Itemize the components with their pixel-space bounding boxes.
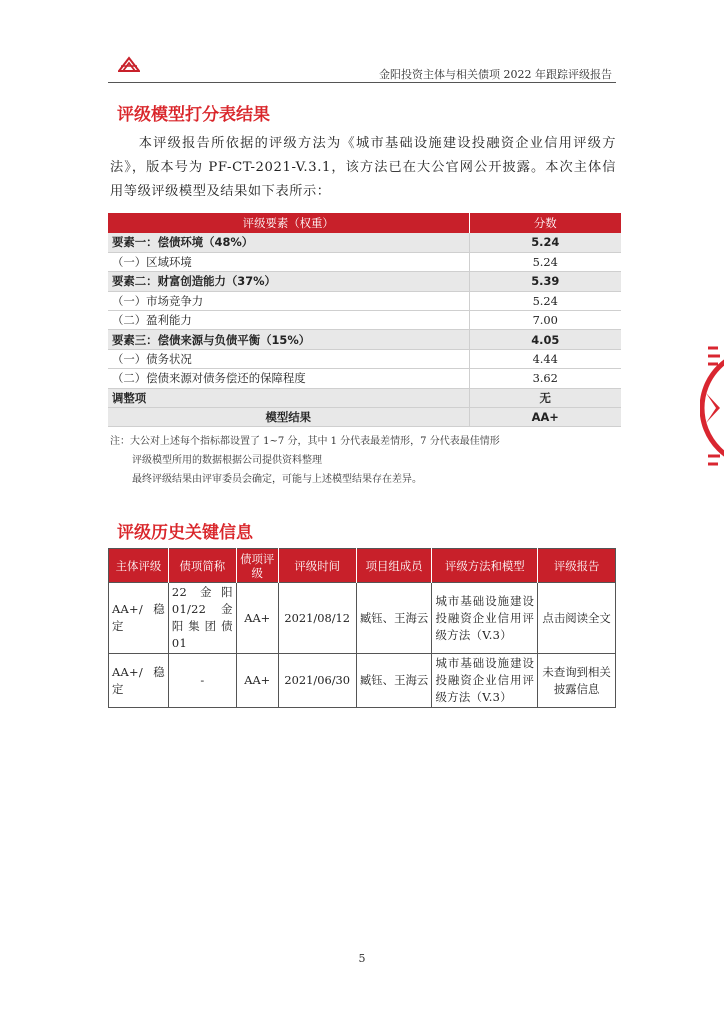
rating-date-cell: 2021/08/12 <box>278 583 356 654</box>
table-row <box>108 311 621 330</box>
score-table-header-row <box>108 213 621 233</box>
report-header-title: 金阳投资主体与相关债项 2022 年跟踪评级报告 <box>379 68 612 81</box>
method-cell: 城市基础设施建设投融资企业信用评级方法（V.3） <box>432 654 538 708</box>
factor-score: 5.24 <box>469 252 621 271</box>
score-table <box>108 213 621 427</box>
factor-label: （一）市场竞争力 <box>108 291 469 310</box>
header-bond-rating: 债项评级 <box>236 549 278 583</box>
factor-label: （二）盈利能力 <box>108 311 469 330</box>
factor-label: 要素三：偿债来源与负债平衡（15%） <box>108 330 469 349</box>
table-row <box>109 583 616 654</box>
table-row <box>108 388 621 407</box>
header-method: 评级方法和模型 <box>432 549 538 583</box>
factor-label: （一）债务状况 <box>108 349 469 368</box>
report-link[interactable]: 点击阅读全文 <box>538 583 616 654</box>
table-row <box>108 272 621 291</box>
page-number: 5 <box>358 952 366 965</box>
team-members-cell: 臧钰、王海云 <box>356 583 432 654</box>
factor-label: （二）偿债来源对债务偿还的保障程度 <box>108 369 469 388</box>
factor-label: 要素一：偿债环境（48%） <box>108 233 469 252</box>
table-row <box>108 369 621 388</box>
factor-score: 5.39 <box>469 272 621 291</box>
header-rating-date: 评级时间 <box>278 549 356 583</box>
factor-score: 5.24 <box>469 291 621 310</box>
factor-score: 7.00 <box>469 311 621 330</box>
rating-history-table <box>108 548 616 708</box>
report-status-cell: 未查询到相关披露信息 <box>538 654 616 708</box>
note-line: 评级模型所用的数据根据公司提供资料整理 <box>132 455 322 466</box>
company-seal-stamp <box>700 338 724 478</box>
bond-rating-cell: AA+ <box>236 583 278 654</box>
company-logo <box>118 56 140 72</box>
intro-paragraph <box>110 132 616 204</box>
team-members-cell: 臧钰、王海云 <box>356 654 432 708</box>
factor-label: （一）区域环境 <box>108 252 469 271</box>
entity-rating-cell: AA+/ 稳定 <box>109 654 169 708</box>
score-table-header-score: 分数 <box>469 213 621 233</box>
history-table-header-row <box>109 549 616 583</box>
factor-score: AA+ <box>469 408 621 427</box>
section-title-model-results: 评级模型打分表结果 <box>117 105 270 125</box>
bond-name-cell: - <box>168 654 236 708</box>
score-table-header-factor: 评级要素（权重） <box>108 213 469 233</box>
factor-label: 调整项 <box>108 388 469 407</box>
table-row <box>108 233 621 252</box>
note-line: 注：大公对上述每个指标都设置了 1~7 分，其中 1 分代表最差情形，7 分代表最佳情形 <box>110 436 500 447</box>
table-row <box>108 252 621 271</box>
bond-rating-cell: AA+ <box>236 654 278 708</box>
factor-score: 5.24 <box>469 233 621 252</box>
factor-label: 模型结果 <box>108 408 469 427</box>
method-cell: 城市基础设施建设投融资企业信用评级方法（V.3） <box>432 583 538 654</box>
table-notes <box>110 432 500 489</box>
header-divider <box>108 82 616 83</box>
entity-rating-cell: AA+/ 稳定 <box>109 583 169 654</box>
rating-date-cell: 2021/06/30 <box>278 654 356 708</box>
header-entity-rating: 主体评级 <box>109 549 169 583</box>
table-row <box>109 654 616 708</box>
factor-score: 4.05 <box>469 330 621 349</box>
header-bond-name: 债项简称 <box>168 549 236 583</box>
bond-name-cell: 22 金阳 01/22 金阳集团债 01 <box>168 583 236 654</box>
intro-paragraph-text: 本评级报告所依据的评级方法为《城市基础设施建设投融资企业信用评级方法》，版本号为 PF-CT-2021-V.3.1，该方法已在大公官网公开披露。本次主体信用等级评级模型及结果如下表所示： <box>110 136 616 199</box>
factor-score: 无 <box>469 388 621 407</box>
factor-label: 要素二：财富创造能力（37%） <box>108 272 469 291</box>
factor-score: 3.62 <box>469 369 621 388</box>
table-row <box>108 330 621 349</box>
header-team-members: 项目组成员 <box>356 549 432 583</box>
factor-score: 4.44 <box>469 349 621 368</box>
table-row <box>108 408 621 427</box>
table-row <box>108 291 621 310</box>
section-title-rating-history: 评级历史关键信息 <box>117 523 253 543</box>
header-report: 评级报告 <box>538 549 616 583</box>
note-line: 最终评级结果由评审委员会确定，可能与上述模型结果存在差异。 <box>132 474 422 485</box>
table-row <box>108 349 621 368</box>
